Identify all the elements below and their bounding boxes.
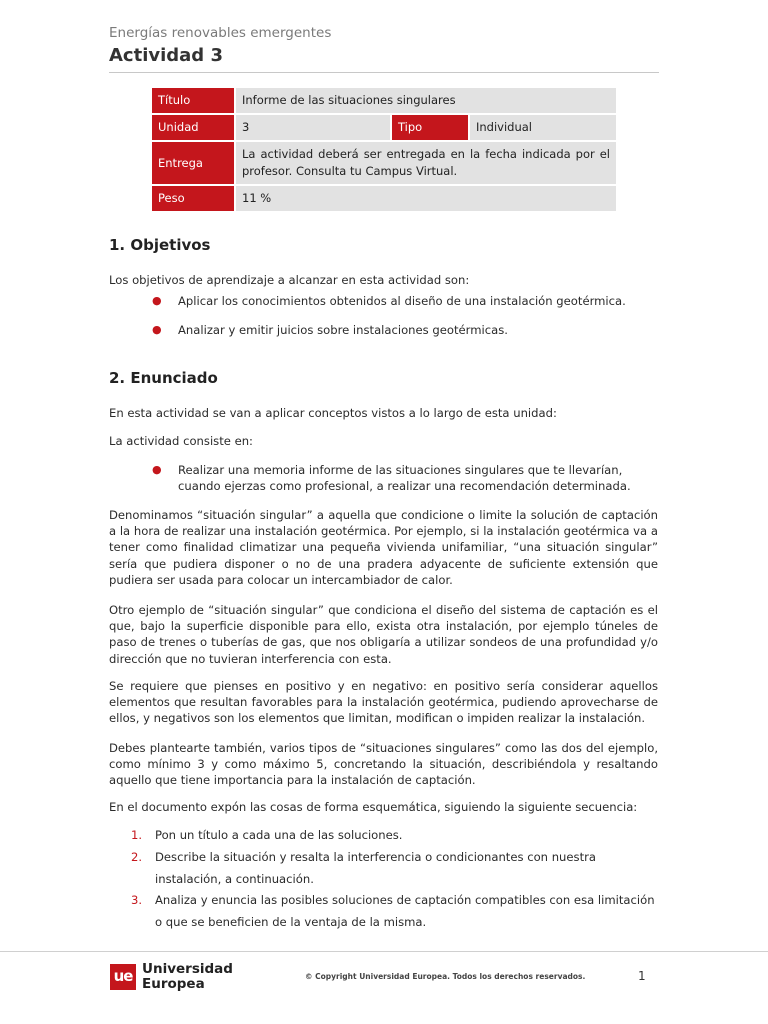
peso-value: 11 % (236, 186, 616, 211)
enunciado-paragraph-1: Denominamos “situación singular” a aquella que condicione o limite la solución de captación a la hora de realizar una instalación geotérmica. Por ejemplo, si la instalación geotérmica va a tener como finalidad climatizar una pequeña vivienda unifamiliar, “una situación singular” sería que pudiera disponer o no de una pradera adyacente de suficiente extensión que pudiera ser usada para colocar un intercambiador de calor. (109, 508, 658, 587)
titulo-label: Título (152, 88, 234, 113)
document-subtitle: Energías renovables emergentes (109, 25, 332, 41)
bullet-dot-icon: ● (152, 294, 162, 307)
peso-label: Peso (152, 186, 234, 211)
unidad-label: Unidad (152, 115, 234, 140)
footer-divider (0, 951, 768, 952)
bullet-dot-icon: ● (152, 323, 162, 336)
objetivos-heading: 1. Objetivos (109, 236, 211, 254)
enunciado-paragraph-2: Otro ejemplo de “situación singular” que condiciona el diseño del sistema de captación es el que, bajo la superficie disponible para ello, exista otra instalación, por ejemplo túneles de paso de trenes o tuberías de gas, que nos obligaría a utilizar sondeos de una profundidad y/o dirección que no tuvieran interferencia con esta. (109, 603, 658, 666)
bullet-dot-icon: ● (152, 463, 162, 476)
university-logo-text: Universidad Europea (142, 961, 233, 992)
enunciado-heading: 2. Enunciado (109, 369, 218, 387)
objetivos-intro: Los objetivos de aprendizaje a alcanzar en esta actividad son: (109, 273, 470, 287)
header-divider (109, 72, 659, 73)
enunciado-paragraph-5: En el documento expón las cosas de forma esquemática, siguiendo la siguiente secuencia: (109, 800, 638, 814)
enunciado-consiste: La actividad consiste en: (109, 434, 253, 448)
enunciado-intro: En esta actividad se van a aplicar conceptos vistos a lo largo de esta unidad: (109, 406, 557, 420)
university-logo-icon: ue (110, 964, 136, 990)
document-title: Actividad 3 (109, 45, 223, 66)
tipo-value: Individual (470, 115, 616, 140)
titulo-value: Informe de las situaciones singulares (236, 88, 616, 113)
copyright-notice: © Copyright Universidad Europea. Todos los derechos reservados. (305, 972, 586, 981)
unidad-value: 3 (236, 115, 390, 140)
activity-info-table (150, 86, 618, 213)
enunciado-paragraph-3: Se requiere que pienses en positivo y en negativo: en positivo sería considerar aquellos elementos que resultan favorables para la instalación geotérmica, pudiendo aprovecharse de ellos, y negativos son los elementos que limitan, modifican o impiden realizar la instalación. (109, 679, 658, 726)
entrega-value: La actividad deberá ser entregada en la fecha indicada por el profesor. Consulta tu Campus Virtual. (236, 142, 616, 184)
tipo-label: Tipo (392, 115, 468, 140)
enunciado-paragraph-4: Debes plantearte también, varios tipos de “situaciones singulares” como las dos del ejemplo, como mínimo 3 y como máximo 5, concretando la situación, describiéndola y resaltando aquello que tiene importancia para la instalación de captación. (109, 741, 658, 788)
entrega-label: Entrega (152, 142, 234, 184)
page-number: 1 (638, 969, 646, 983)
